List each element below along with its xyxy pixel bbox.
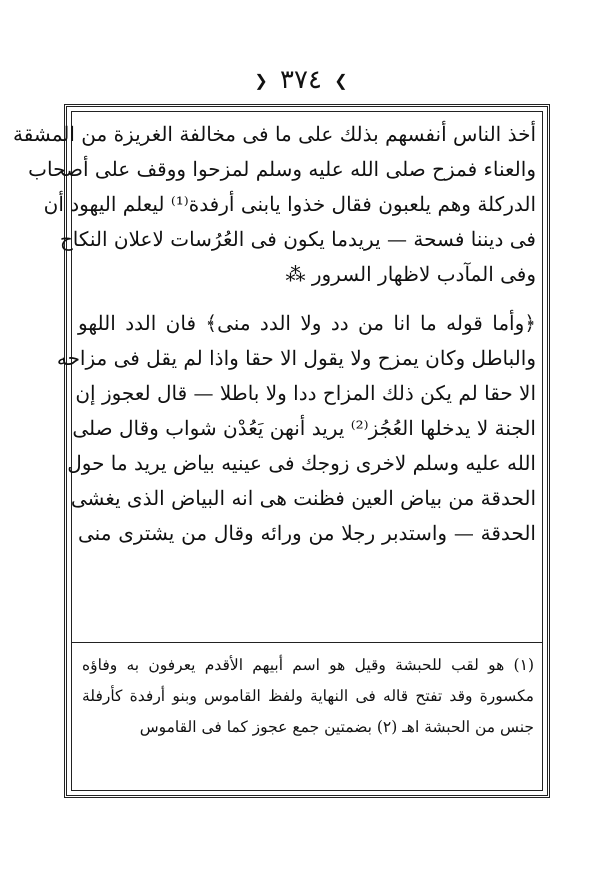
footnote-line: (١) هو لقب للحبشة وقيل هو اسم أبيهم الأقدم يعرفون به وفاؤه [82,656,534,674]
text-line: الجنة لا يدخلها العُجُز⁽²⁾ يريد أنهن يَعُدْن شواب وقال صلى [72,416,536,440]
text-line: فى ديننا فسحة — يريدما يكون فى العُرُسات لاعلان النكاح [59,227,536,251]
text-line: أخذ الناس أنفسهم بذلك على ما فى مخالفة الغريزة من المشقة [13,122,536,146]
page-number: ٣٧٤ [280,65,322,95]
ornament-left-icon: ❮ [254,71,268,90]
main-text [13,117,536,551]
text-line: وفى المآدب لاظهار السرور ⁂ [285,262,536,286]
text-line: الدركلة وهم يلعبون فقال خذوا يابنى أرفدة⁽¹⁾ ليعلم اليهود أن [43,192,536,216]
footnote-line: جنس من الحبشة اهـ (٢) بضمتين جمع عجوز كما فى القاموس [139,718,534,736]
footnote-divider [72,642,542,643]
text-line: والباطل وكان يمزح ولا يقول الا حقا واذا لم يقل فى مزاحه [56,346,536,370]
text-line: والعناء فمزح صلى الله عليه وسلم لمزحوا ووقف على أصحاب [28,157,536,181]
footnote-line: مكسورة وقد تفتح قاله فى النهاية ولفظ القاموس وبنو أرفدة كأرفلة [82,687,534,705]
text-line: ﴿وأما قوله ما انا من دد ولا الدد منى﴾ فان الدد اللهو [78,311,536,335]
text-line: الحدقة من بياض العين فظنت هى انه البياض الذى يغشى [70,486,536,510]
page-number-header [0,60,602,101]
text-line: الله عليه وسلم لاخرى زوجك فى عينيه بياض يريد ما حول [67,451,536,475]
paragraph-gap [78,292,536,306]
text-line: الا حقا لم يكن ذلك المزاح ددا ولا باطلا — قال لعجوز إن [75,381,536,405]
ornament-right-icon: ❯ [334,71,348,90]
footnotes [82,650,534,743]
text-line: الحدقة — واستدبر رجلا من ورائه وقال من يشترى منى [78,521,536,545]
